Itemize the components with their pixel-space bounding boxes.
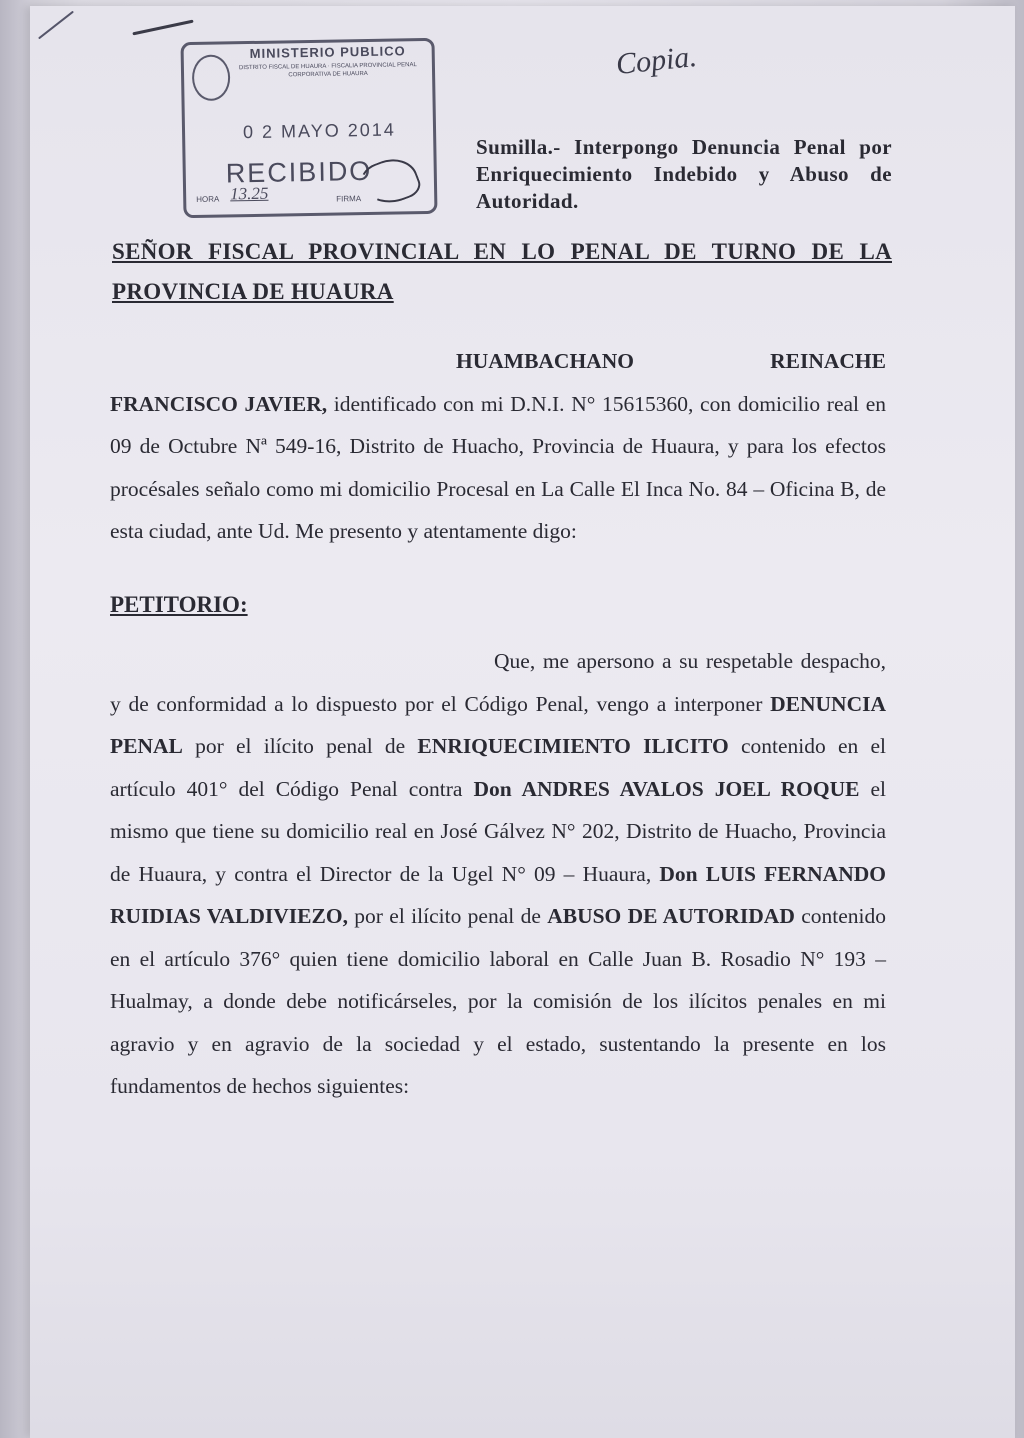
petitorio-text: contenido en el artículo 401° del Código Penal contra <box>110 734 887 801</box>
petitorio-text: Que, me apersono a su respetable despacho, y de conformidad a lo dispuesto por el Código Penal, vengo a interponer <box>110 649 886 716</box>
document-title: SEÑOR FISCAL PROVINCIAL EN LO PENAL DE TURNO DE LA PROVINCIA DE HUAURA <box>112 239 892 304</box>
stamp-hora-value: 13.25 <box>229 183 269 204</box>
petitorio-bold: Don ANDRES AVALOS JOEL ROQUE <box>473 776 860 801</box>
seal-icon <box>192 54 231 101</box>
stamp-institution: MINISTERIO PUBLICO <box>249 43 406 62</box>
petitorio-bold: DENUNCIA PENAL <box>110 691 886 758</box>
petitorio-text: el mismo que tiene su domicilio real en José Gálvez N° 202, Distrito de Huacho, Provincia de Huaura, y contra el Director de la Ugel N° 09 – Huaura, <box>110 776 886 886</box>
handwritten-annotation: Copia. <box>614 39 699 82</box>
complainant-name: HUAMBACHANO REINACHE FRANCISCO JAVIER, <box>110 349 886 416</box>
petitorio-bold: ENRIQUECIMIENTO ILICITO <box>417 734 729 758</box>
stamp-received-label: RECIBIDO <box>225 155 373 189</box>
petitorio-text: contenido en el artículo 376° quien tiene domicilio laboral en Calle Juan B. Rosadio N° 193 – Hualmay, a donde debe notificárseles, por la comisión de los ilícitos penales en mi agravio y en agravio de la sociedad y el estado, sustentando la presente en los fundamentos de hechos siguientes: <box>110 904 886 1098</box>
stamp-date: 0 2 MAYO 2014 <box>242 119 396 143</box>
stamp-subtitle: DISTRITO FISCAL DE HUAURA · FISCALIA PROVINCIAL PENAL CORPORATIVA DE HUAURA <box>238 62 417 79</box>
petitorio-bold: Don LUIS FERNANDO RUIDIAS VALDIVIEZO, <box>110 861 886 928</box>
petitorio-text: por el ilícito penal de <box>182 734 418 758</box>
intro-text: identificado con mi D.N.I. N° 15615360, con domicilio real en 09 de Octubre Nª 549-16, Distrito de Huacho, Provincia de Huaura, y para los efectos procésales señalo como mi domicilio Procesal en La Calle El Inca No. 84 – Oficina B, de esta ciudad, ante Ud. Me presento y atentamente digo: <box>110 391 886 543</box>
petitorio-text: por el ilícito penal de <box>347 904 548 928</box>
stamp-firma-label: FIRMA <box>336 194 362 204</box>
page-edge <box>0 0 30 1438</box>
petitorio-paragraph <box>110 640 886 1108</box>
petitorio-bold: ABUSO DE AUTORIDAD <box>547 904 795 928</box>
sumilla: Sumilla.- Interpongo Denuncia Penal por Enriquecimiento Indebido y Abuso de Autoridad. <box>476 135 892 213</box>
stamp-hora-label: HORA <box>196 194 220 204</box>
petitorio-heading: PETITORIO: <box>110 592 248 617</box>
intro-paragraph <box>110 340 886 553</box>
reception-stamp <box>180 38 437 218</box>
